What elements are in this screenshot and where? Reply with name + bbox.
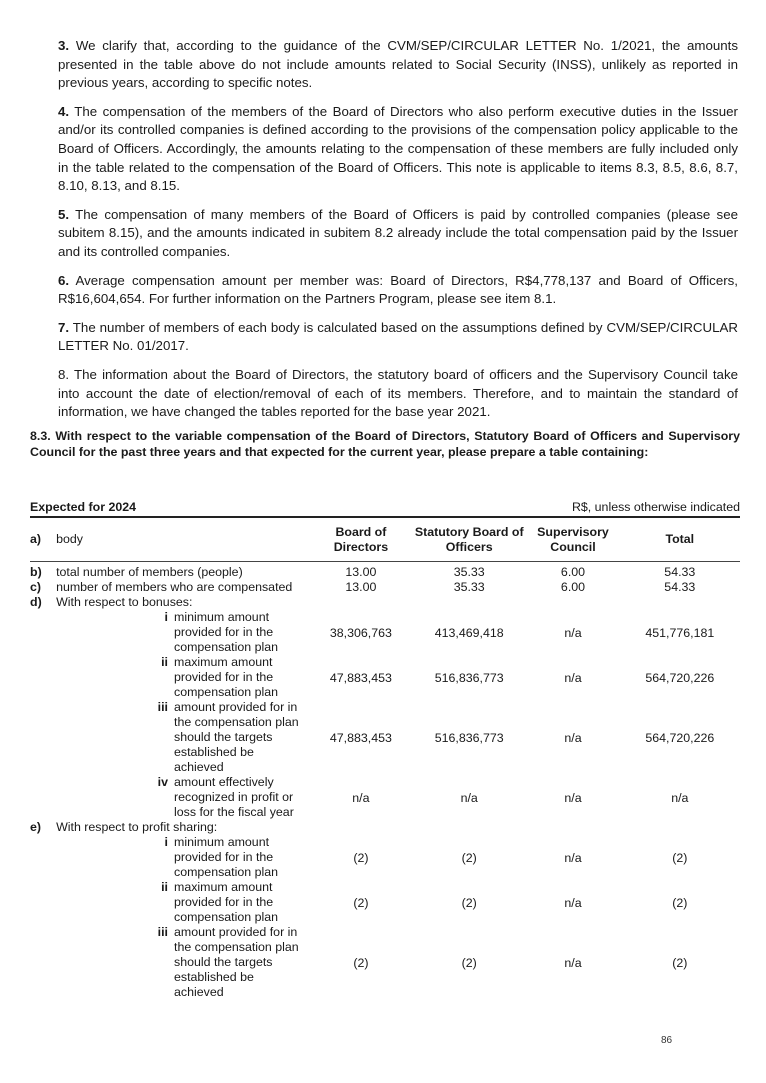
cell-value: 516,836,773 xyxy=(434,730,504,745)
cell-value: (2) xyxy=(672,850,688,865)
note-number: 4. xyxy=(58,103,70,119)
roman-numeral: i xyxy=(164,835,168,849)
cell-value: 6.00 xyxy=(560,580,586,594)
note-6 xyxy=(58,272,738,309)
cell-value: 516,836,773 xyxy=(434,670,504,685)
table-row xyxy=(30,562,740,581)
cell-value: n/a xyxy=(352,790,370,805)
cell-value: 35.33 xyxy=(453,565,485,579)
variable-compensation-table xyxy=(30,497,740,1000)
row-letter: c) xyxy=(30,580,42,594)
section-title: 8.3. With respect to the variable compensation of the Board of Directors, Statutory Board of Officers and Supervisory Council for the past three years and that expected for the current year, please prepare a table containing: xyxy=(30,429,740,460)
table-row xyxy=(30,925,740,1000)
cell-value: 451,776,181 xyxy=(645,625,715,640)
cell-value: (2) xyxy=(461,955,477,970)
notes-section xyxy=(58,37,738,432)
table-row xyxy=(30,880,740,925)
row-label: With respect to bonuses: xyxy=(56,595,193,609)
cell-value: (2) xyxy=(353,850,369,865)
cell-value: n/a xyxy=(564,790,582,805)
roman-numeral: ii xyxy=(161,655,168,669)
table-row xyxy=(30,835,740,880)
cell-value: n/a xyxy=(564,730,582,745)
table-row xyxy=(30,610,740,655)
note-5 xyxy=(58,206,738,262)
cell-value: 13.00 xyxy=(345,565,377,579)
roman-numeral: i xyxy=(164,610,168,624)
cell-value: (2) xyxy=(672,955,688,970)
header-label: body xyxy=(56,518,310,562)
table-row xyxy=(30,775,740,820)
cell-value: 413,469,418 xyxy=(434,625,504,640)
cell-value: (2) xyxy=(353,955,369,970)
note-8 xyxy=(58,366,738,422)
cell-value: 13.00 xyxy=(345,580,377,594)
table-period: Expected for 2024 xyxy=(30,500,137,514)
roman-numeral: ii xyxy=(161,880,168,894)
page-number: 86 xyxy=(661,1035,673,1046)
row-label: amount provided for in the compensation plan should the targets established be achieved xyxy=(174,700,299,774)
column-header-total: Total xyxy=(620,518,740,562)
cell-value: 54.33 xyxy=(664,565,696,579)
table-row xyxy=(30,580,740,595)
cell-value: n/a xyxy=(564,850,582,865)
table-row-group-bonuses xyxy=(30,595,740,610)
note-number: 5. xyxy=(58,206,70,222)
table-header-row xyxy=(30,518,740,562)
note-text: The compensation of the members of the Board of Directors who also perform executive duties in the Issuer and/or its controlled companies is defined according to the provisions of the compensation policy applicable to the Board of Officers. Accordingly, the amounts relating to the compensation of these members are fully included only in the table related to the compensation of the Board of Officers. This note is applicable to items 8.3, 8.5, 8.6, 8.7, 8.10, 8.13, and 8.15. xyxy=(58,103,738,194)
cell-value: 564,720,226 xyxy=(645,730,715,745)
row-label: maximum amount provided for in the compensation plan xyxy=(174,655,279,699)
cell-value: n/a xyxy=(564,625,582,640)
cell-value: n/a xyxy=(564,895,582,910)
row-label: minimum amount provided for in the compensation plan xyxy=(174,610,279,654)
column-header-statutory-board: Statutory Board of Officers xyxy=(412,518,526,562)
roman-numeral: iv xyxy=(157,775,168,789)
note-text: Average compensation amount per member was: Board of Directors, R$4,778,137 and Board of Officers, R$16,604,654. For further information on the Partners Program, please see item 8.1. xyxy=(58,272,738,307)
cell-value: n/a xyxy=(460,790,478,805)
cell-value: 47,883,453 xyxy=(329,670,392,685)
row-label: amount effectively recognized in profit or loss for the fiscal year xyxy=(174,775,294,819)
note-7 xyxy=(58,319,738,356)
note-number: 6. xyxy=(58,272,70,288)
note-3 xyxy=(58,37,738,93)
table-currency-note: R$, unless otherwise indicated xyxy=(571,500,740,514)
cell-value: 38,306,763 xyxy=(329,625,392,640)
note-text: We clarify that, according to the guidance of the CVM/SEP/CIRCULAR LETTER No. 1/2021, the amounts presented in the table above do not include amounts related to Social Security (INSS), unlikely as reported in previous years, according to specific notes. xyxy=(58,38,738,91)
table-caption xyxy=(30,497,740,518)
column-header-board-of-directors: Board of Directors xyxy=(310,518,412,562)
note-text: The information about the Board of Directors, the statutory board of officers and the Supervisory Council take into account the date of election/removal of each of its members. Therefore, and to maintain the standard of information, we have changed the tables reported for the base year 2021. xyxy=(58,366,738,420)
roman-numeral: iii xyxy=(157,925,168,939)
row-letter: a) xyxy=(30,518,56,562)
row-letter: d) xyxy=(30,595,42,609)
cell-value: 54.33 xyxy=(664,580,696,594)
row-label: number of members who are compensated xyxy=(56,580,293,594)
table-row xyxy=(30,700,740,775)
roman-numeral: iii xyxy=(157,700,168,714)
row-letter: b) xyxy=(30,565,42,579)
note-text: The compensation of many members of the Board of Officers is paid by controlled companies (please see subitem 8.15), and the amounts indicated in subitem 8.2 already include the total compensation paid by the Issuer and its controlled companies. xyxy=(58,206,738,259)
cell-value: (2) xyxy=(672,895,688,910)
cell-value: 6.00 xyxy=(560,565,586,579)
cell-value: 47,883,453 xyxy=(329,730,392,745)
row-label: minimum amount provided for in the compensation plan xyxy=(174,835,279,879)
note-4 xyxy=(58,103,738,196)
row-label: maximum amount provided for in the compensation plan xyxy=(174,880,279,924)
column-header-supervisory-council: Supervisory Council xyxy=(526,518,619,562)
note-number: 7. xyxy=(58,319,70,335)
cell-value: (2) xyxy=(461,850,477,865)
row-letter: e) xyxy=(30,820,42,834)
cell-value: 564,720,226 xyxy=(645,670,715,685)
note-number: 3. xyxy=(58,38,70,53)
cell-value: (2) xyxy=(353,895,369,910)
compensation-table xyxy=(30,518,740,1000)
cell-value: n/a xyxy=(671,790,689,805)
cell-value: (2) xyxy=(461,895,477,910)
cell-value: n/a xyxy=(564,670,582,685)
table-row-group-profit-sharing xyxy=(30,820,740,835)
cell-value: 35.33 xyxy=(453,580,485,594)
row-label: total number of members (people) xyxy=(56,565,243,579)
note-number: 8. xyxy=(58,366,70,382)
table-row xyxy=(30,655,740,700)
note-text: The number of members of each body is calculated based on the assumptions defined by CVM/SEP/CIRCULAR LETTER No. 01/2017. xyxy=(58,319,738,354)
cell-value: n/a xyxy=(564,955,582,970)
row-label: amount provided for in the compensation plan should the targets established be achieved xyxy=(174,925,299,999)
row-label: With respect to profit sharing: xyxy=(56,820,218,834)
